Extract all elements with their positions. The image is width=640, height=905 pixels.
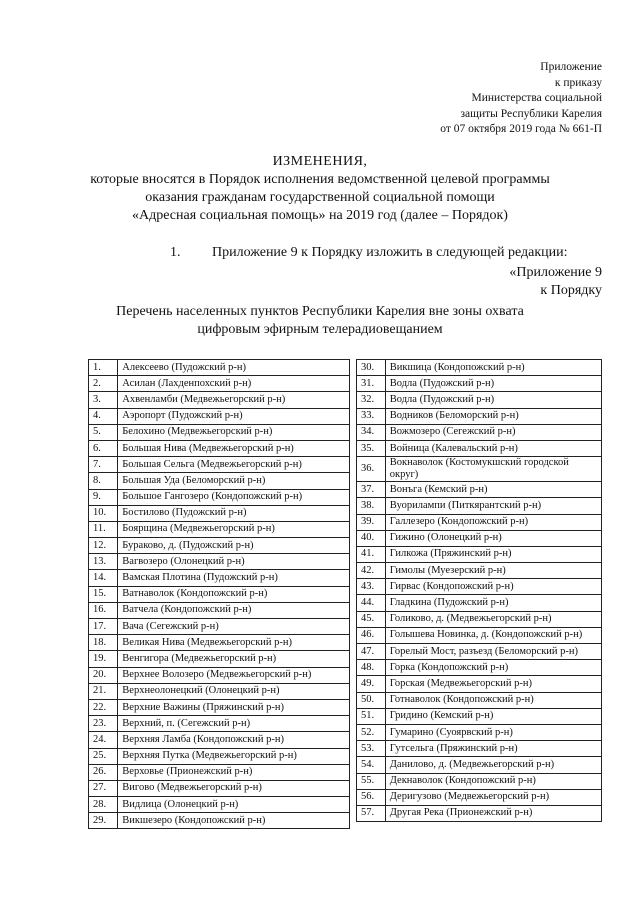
- settlement-name: Другая Река (Прионежский р-н): [385, 805, 601, 821]
- row-number: 14.: [89, 570, 118, 586]
- row-number: 38.: [357, 498, 386, 514]
- table-row: [89, 813, 350, 829]
- table-row: [357, 805, 602, 821]
- row-number: 5.: [89, 424, 118, 440]
- settlement-name: Верхняя Путка (Медвежьегорский р-н): [118, 748, 350, 764]
- settlement-name: Боярщина (Медвежьегорский р-н): [118, 521, 350, 537]
- row-number: 13.: [89, 554, 118, 570]
- table-row: [357, 660, 602, 676]
- settlement-name: Белохино (Медвежьегорский р-н): [118, 424, 350, 440]
- table-row: [357, 611, 602, 627]
- row-number: 26.: [89, 764, 118, 780]
- row-number: 43.: [357, 579, 386, 595]
- annex-line: «Приложение 9: [509, 265, 602, 280]
- settlement-name: Бураково, д. (Пудожский р-н): [118, 538, 350, 554]
- row-number: 49.: [357, 676, 386, 692]
- settlement-name: Горка (Кондопожский р-н): [385, 660, 601, 676]
- table-row: [89, 797, 350, 813]
- row-number: 45.: [357, 611, 386, 627]
- row-number: 39.: [357, 514, 386, 530]
- row-number: 16.: [89, 602, 118, 618]
- settlement-name: Горская (Медвежьегорский р-н): [385, 676, 601, 692]
- table-row: [357, 392, 602, 408]
- settlement-name: Деригузово (Медвежьегорский р-н): [385, 789, 601, 805]
- row-number: 53.: [357, 741, 386, 757]
- table-row: [357, 644, 602, 660]
- row-number: 40.: [357, 530, 386, 546]
- row-number: 22.: [89, 699, 118, 715]
- settlement-name: Вигово (Медвежьегорский р-н): [118, 780, 350, 796]
- table-row: [357, 627, 602, 643]
- table-row: [89, 457, 350, 473]
- row-number: 55.: [357, 773, 386, 789]
- table-row: [89, 489, 350, 505]
- table-row: [357, 595, 602, 611]
- item-text: Приложение 9 к Порядку изложить в следующей редакции:: [212, 245, 568, 260]
- settlement-name: Ахвенламби (Медвежьегорский р-н): [118, 392, 350, 408]
- list-title-line: цифровым эфирным телерадиовещанием: [197, 322, 443, 337]
- table-row: [357, 457, 602, 482]
- settlement-name: Гилкожа (Пряжинский р-н): [385, 546, 601, 562]
- table-row: [357, 708, 602, 724]
- row-number: 41.: [357, 546, 386, 562]
- settlement-name: Вамская Плотина (Пудожский р-н): [118, 570, 350, 586]
- table-row: [357, 757, 602, 773]
- row-number: 44.: [357, 595, 386, 611]
- row-number: 17.: [89, 619, 118, 635]
- table-row: [89, 440, 350, 456]
- row-number: 3.: [89, 392, 118, 408]
- row-number: 32.: [357, 392, 386, 408]
- table-row: [89, 408, 350, 424]
- settlement-name: Вожмозеро (Сегежский р-н): [385, 424, 601, 440]
- row-number: 28.: [89, 797, 118, 813]
- settlement-name: Верховье (Прионежский р-н): [118, 764, 350, 780]
- table-row: [89, 376, 350, 392]
- settlement-name: Водла (Пудожский р-н): [385, 392, 601, 408]
- item-number: 1.: [170, 245, 181, 260]
- row-number: 36.: [357, 457, 386, 482]
- row-number: 27.: [89, 780, 118, 796]
- table-row: [357, 376, 602, 392]
- table-row: [89, 392, 350, 408]
- row-number: 4.: [89, 408, 118, 424]
- table-row: [357, 676, 602, 692]
- table-row: [89, 699, 350, 715]
- settlement-name: Войница (Калевальский р-н): [385, 440, 601, 456]
- settlement-name: Готнаволок (Кондопожский р-н): [385, 692, 601, 708]
- list-title: [0, 303, 640, 339]
- table-row: [357, 514, 602, 530]
- table-row: [89, 748, 350, 764]
- row-number: 35.: [357, 440, 386, 456]
- settlement-name: Гижино (Олонецкий р-н): [385, 530, 601, 546]
- table-row: [89, 505, 350, 521]
- row-number: 18.: [89, 635, 118, 651]
- settlement-name: Водла (Пудожский р-н): [385, 376, 601, 392]
- row-number: 52.: [357, 724, 386, 740]
- approval-line: от 07 октября 2019 года № 661-П: [440, 123, 602, 135]
- annex-heading: [509, 264, 602, 300]
- approval-line: защиты Республики Карелия: [460, 107, 602, 120]
- table-row: [357, 692, 602, 708]
- table-row: [357, 498, 602, 514]
- table-row: [89, 619, 350, 635]
- settlement-name: Большая Нива (Медвежьегорский р-н): [118, 440, 350, 456]
- settlement-name: Голышева Новинка, д. (Кондопожский р-н): [385, 627, 601, 643]
- table-row: [357, 724, 602, 740]
- table-row: [357, 546, 602, 562]
- settlement-name: Аэропорт (Пудожский р-н): [118, 408, 350, 424]
- settlement-name: Викшица (Кондопожский р-н): [385, 360, 601, 376]
- settlement-name: Видлица (Олонецкий р-н): [118, 797, 350, 813]
- approval-line: Приложение: [540, 61, 602, 73]
- table-row: [89, 473, 350, 489]
- settlement-name: Венгигора (Медвежьегорский р-н): [118, 651, 350, 667]
- row-number: 33.: [357, 408, 386, 424]
- table-row: [89, 683, 350, 699]
- table-row: [357, 563, 602, 579]
- settlement-name: Бостилово (Пудожский р-н): [118, 505, 350, 521]
- row-number: 25.: [89, 748, 118, 764]
- table-row: [357, 440, 602, 456]
- row-number: 57.: [357, 805, 386, 821]
- row-number: 30.: [357, 360, 386, 376]
- row-number: 10.: [89, 505, 118, 521]
- table-row: [89, 764, 350, 780]
- row-number: 48.: [357, 660, 386, 676]
- row-number: 23.: [89, 716, 118, 732]
- settlement-name: Гридино (Кемский р-н): [385, 708, 601, 724]
- row-number: 7.: [89, 457, 118, 473]
- settlement-name: Галлезеро (Кондопожский р-н): [385, 514, 601, 530]
- settlement-name: Вокнаволок (Костомукшский городской округ): [385, 457, 601, 482]
- row-number: 19.: [89, 651, 118, 667]
- table-row: [357, 773, 602, 789]
- row-number: 12.: [89, 538, 118, 554]
- row-number: 21.: [89, 683, 118, 699]
- row-number: 34.: [357, 424, 386, 440]
- document-title: [0, 153, 640, 225]
- list-title-line: Перечень населенных пунктов Республики Карелия вне зоны охвата: [116, 304, 524, 319]
- table-row: [357, 408, 602, 424]
- row-number: 9.: [89, 489, 118, 505]
- settlement-name: Гутсельга (Пряжинский р-н): [385, 741, 601, 757]
- table-row: [89, 554, 350, 570]
- row-number: 8.: [89, 473, 118, 489]
- table-row: [89, 667, 350, 683]
- settlement-name: Верхнее Волозеро (Медвежьегорский р-н): [118, 667, 350, 683]
- settlement-name: Водников (Беломорский р-н): [385, 408, 601, 424]
- settlement-name: Горелый Мост, разъезд (Беломорский р-н): [385, 644, 601, 660]
- settlement-name: Большая Сельга (Медвежьегорский р-н): [118, 457, 350, 473]
- settlement-name: Данилово, д. (Медвежьегорский р-н): [385, 757, 601, 773]
- settlement-name: Алексеево (Пудожский р-н): [118, 360, 350, 376]
- row-number: 2.: [89, 376, 118, 392]
- table-row: [89, 570, 350, 586]
- title-line: ИЗМЕНЕНИЯ,: [272, 154, 368, 169]
- table-row: [89, 586, 350, 602]
- table-row: [89, 732, 350, 748]
- table-row: [89, 360, 350, 376]
- settlement-name: Ватнаволок (Кондопожский р-н): [118, 586, 350, 602]
- settlement-name: Вонъга (Кемский р-н): [385, 482, 601, 498]
- table-row: [357, 741, 602, 757]
- table-row: [89, 521, 350, 537]
- settlement-name: Верхнеолонецкий (Олонецкий р-н): [118, 683, 350, 699]
- settlement-name: Вуорилампи (Питкярантский р-н): [385, 498, 601, 514]
- row-number: 56.: [357, 789, 386, 805]
- row-number: 50.: [357, 692, 386, 708]
- row-number: 15.: [89, 586, 118, 602]
- settlement-name: Гумарино (Суоярвский р-н): [385, 724, 601, 740]
- row-number: 11.: [89, 521, 118, 537]
- row-number: 51.: [357, 708, 386, 724]
- row-number: 20.: [89, 667, 118, 683]
- row-number: 31.: [357, 376, 386, 392]
- row-number: 1.: [89, 360, 118, 376]
- table-row: [89, 602, 350, 618]
- title-line: «Адресная социальная помощь» на 2019 год (далее – Порядок): [132, 208, 508, 223]
- table-row: [89, 424, 350, 440]
- settlement-name: Вача (Сегежский р-н): [118, 619, 350, 635]
- table-row: [357, 579, 602, 595]
- settlement-name: Викшезеро (Кондопожский р-н): [118, 813, 350, 829]
- settlement-name: Верхняя Ламба (Кондопожский р-н): [118, 732, 350, 748]
- table-row: [89, 651, 350, 667]
- row-number: 29.: [89, 813, 118, 829]
- table-row: [89, 780, 350, 796]
- settlement-name: Ватчела (Кондопожский р-н): [118, 602, 350, 618]
- settlements-table-left: [88, 359, 350, 829]
- settlement-name: Великая Нива (Медвежьегорский р-н): [118, 635, 350, 651]
- row-number: 54.: [357, 757, 386, 773]
- row-number: 6.: [89, 440, 118, 456]
- settlement-name: Большое Гангозеро (Кондопожский р-н): [118, 489, 350, 505]
- row-number: 42.: [357, 563, 386, 579]
- settlement-name: Вагвозеро (Олонецкий р-н): [118, 554, 350, 570]
- table-row: [89, 635, 350, 651]
- item-paragraph: [170, 245, 568, 261]
- table-row: [357, 424, 602, 440]
- table-row: [357, 789, 602, 805]
- approval-line: Министерства социальной: [471, 92, 602, 104]
- table-row: [357, 530, 602, 546]
- approval-block: [440, 60, 602, 138]
- table-row: [357, 360, 602, 376]
- settlement-name: Верхние Важины (Пряжинский р-н): [118, 699, 350, 715]
- settlement-name: Гимолы (Муезерский р-н): [385, 563, 601, 579]
- row-number: 24.: [89, 732, 118, 748]
- title-line: оказания гражданам государственной социальной помощи: [145, 190, 495, 205]
- table-row: [89, 538, 350, 554]
- row-number: 46.: [357, 627, 386, 643]
- settlement-name: Большая Уда (Беломорский р-н): [118, 473, 350, 489]
- settlement-name: Голиково, д. (Медвежьегорский р-н): [385, 611, 601, 627]
- row-number: 47.: [357, 644, 386, 660]
- settlement-name: Верхний, п. (Сегежский р-н): [118, 716, 350, 732]
- title-line: которые вносятся в Порядок исполнения ведомственной целевой программы: [90, 172, 550, 187]
- table-row: [357, 482, 602, 498]
- approval-line: к приказу: [554, 76, 602, 89]
- settlements-table-right: [356, 359, 602, 822]
- settlement-name: Гладкина (Пудожский р-н): [385, 595, 601, 611]
- table-row: [89, 716, 350, 732]
- row-number: 37.: [357, 482, 386, 498]
- annex-line: к Порядку: [540, 283, 602, 298]
- settlement-name: Асилан (Лахденпохский р-н): [118, 376, 350, 392]
- settlement-name: Гирвас (Кондопожский р-н): [385, 579, 601, 595]
- settlement-name: Декнаволок (Кондопожский р-н): [385, 773, 601, 789]
